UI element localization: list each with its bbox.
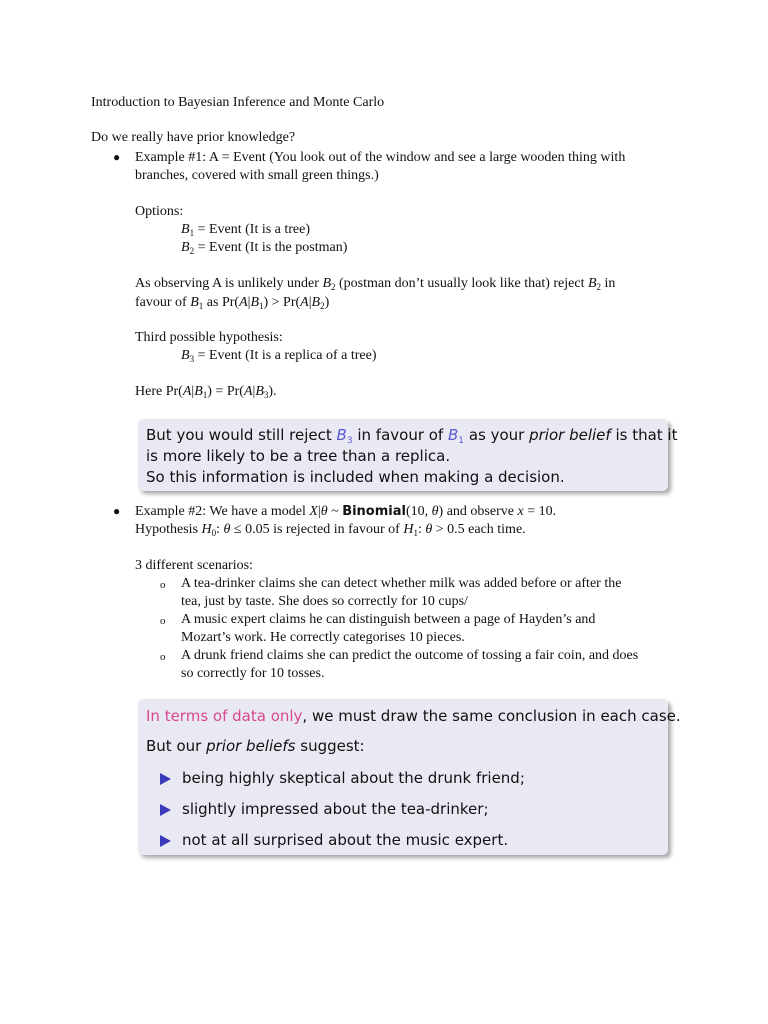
scenario-2-line1: A music expert claims he can distinguish between a page of Hayden’s and (181, 612, 596, 627)
example1-line1: Example #1: A = Event (You look out of the window and see a large wooden thing with (135, 150, 626, 165)
box2-item-3: not at all surprised about the music expert. (182, 831, 509, 849)
observation-line2: favour of $B_1$ as $Pr(A|B_1) > Pr(A|B_2)$ (135, 295, 330, 311)
scenario-2-line2: Mozart’s work. He correctly categorises 10 pieces. (181, 630, 465, 645)
equality-statement: Here $Pr(A|B_1) = Pr(A|B_3)$. (135, 384, 277, 400)
option-b3: $B_3$ = Event (It is a replica of a tree) (181, 348, 377, 364)
third-hypothesis-label: Third possible hypothesis: (135, 330, 283, 345)
bullet-icon: ● (113, 504, 121, 518)
box1-line2: is more likely to be a tree than a replica. (146, 447, 451, 465)
option-b1: $B_1$ = Event (It is a tree) (181, 222, 311, 238)
bullet-icon: ● (113, 150, 121, 164)
triangle-bullet-icon (160, 835, 171, 847)
prior-belief-box (138, 419, 678, 491)
box2-line1: In terms of data only, we must draw the same conclusion in each case. (146, 707, 681, 725)
box1-line1: But you would still reject $B_3$ in favour of $B_1$ as your prior belief is that it (146, 426, 678, 446)
box2-line2: But our prior beliefs suggest: (146, 737, 365, 755)
triangle-bullet-icon (160, 804, 171, 816)
circle-bullet-icon: o (160, 651, 166, 663)
circle-bullet-icon: o (160, 615, 166, 627)
option-b2: $B_2$ = Event (It is the postman) (181, 240, 348, 256)
example2-line1: Example #2: We have a model X|θ ~ Binomial(10, θ) and observe x = 10. (135, 504, 557, 519)
example2-line2: Hypothesis $H_0$: θ ≤ 0.05 is rejected in favour of $H_1$: θ > 0.5 each time. (135, 522, 526, 538)
prior-beliefs-box (138, 699, 681, 855)
scenario-3-line1: A drunk friend claims she can predict the outcome of tossing a fair coin, and does (181, 648, 639, 663)
example1-line2: branches, covered with small green things.) (135, 168, 379, 183)
circle-bullet-icon: o (160, 579, 166, 591)
document-title: Introduction to Bayesian Inference and Monte Carlo (91, 95, 385, 110)
scenario-1-line2: tea, just by taste. She does so correctly for 10 cups/ (181, 594, 468, 609)
observation-line1: As observing A is unlikely under $B_2$ (postman don’t usually look like that) reject $B_2$ in (135, 276, 616, 292)
triangle-bullet-icon (160, 773, 171, 785)
scenario-1-line1: A tea-drinker claims she can detect whether milk was added before or after the (181, 576, 622, 591)
box2-item-2: slightly impressed about the tea-drinker; (182, 800, 489, 818)
scenarios-label: 3 different scenarios: (135, 558, 253, 573)
options-label: Options: (135, 204, 184, 219)
box2-item-1: being highly skeptical about the drunk friend; (182, 769, 525, 787)
scenario-3-line2: so correctly for 10 tosses. (181, 666, 325, 681)
box1-line3: So this information is included when making a decision. (146, 468, 565, 486)
question-heading: Do we really have prior knowledge? (91, 130, 296, 145)
